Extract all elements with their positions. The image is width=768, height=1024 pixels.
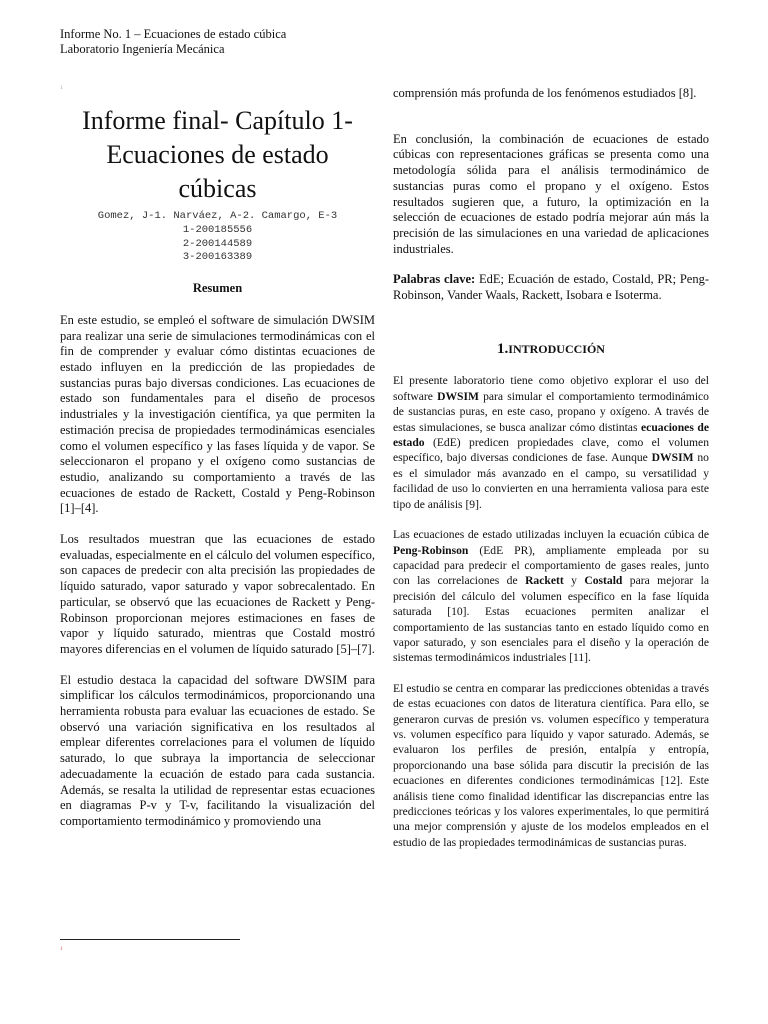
author-id-3: 3-200163389 [182, 251, 253, 264]
keywords-text: EdE; Ecuación de estado, Costald, PR; Peng-Robinson, Vander Waals, Rackett, Isobara e Isoterma. [393, 272, 709, 303]
introduction-body [393, 373, 709, 850]
abstract-paragraph-1: En este estudio, se empleó el software de simulación DWSIM para realizar una serie de simulaciones termodinámicas con el fin de comprender y evaluar cómo distintas ecuaciones de estado influyen en la predicción de las propiedades de sustancias puras bajo diversas condiciones. Las ecuaciones de estado son fundamentales para el diseño de procesos industriales y la investigación científica, ya que permiten la estimación precisa de propiedades termodinámicas esenciales como el volumen específico y las fases líquida y de vapor. Se seleccionaron el propano y el oxígeno como sustancias de estudio, analizando su comportamiento a través de las ecuaciones de estado de Rackett, Costald y Peng-Robinson [1]–[4]. [60, 312, 375, 516]
intro-paragraph-2 [393, 527, 709, 666]
left-column [60, 86, 375, 845]
section-1-heading [393, 342, 709, 358]
header-mark: 1 [60, 86, 63, 91]
intro-p2-bold-pr: Peng-Robinson [393, 543, 469, 557]
intro-p2-text-c: (EdE PR), ampliamente empleada por su capacidad para predecir el comportamiento de gases reales, junto con las correlaciones de [393, 543, 709, 588]
intro-p1-text-g: no es el simulador más avanzado en el campo, su versatilidad y facilidad de uso lo convierten en una herramienta valiosa para este tipo de análisis [9]. [393, 451, 709, 511]
section-1-title: INTRODUCCIÓN [508, 341, 605, 356]
intro-p2-bold-rackett: Rackett [525, 574, 564, 588]
paper-title [60, 104, 375, 206]
header-line-1: Informe No. 1 – Ecuaciones de estado cúbica [60, 27, 287, 41]
intro-p1-bold-dwsim: DWSIM [437, 389, 479, 403]
intro-p1-bold-dwsim-2: DWSIM [651, 451, 694, 465]
author-id-2: 2-200144589 [182, 237, 253, 250]
running-header [60, 27, 286, 57]
author-names: Gomez, J-1. Narváez, A-2. Camargo, E-3 [97, 210, 338, 222]
abstract-paragraph-3: El estudio destaca la capacidad del software DWSIM para simplificar los cálculos termodinámicos, proporcionando una herramienta robusta para evaluar las ecuaciones de estado. Se observó una variación significativa en los resultados al emplear diferentes correlaciones para el volumen de líquido saturado, lo que subraya la importancia de seleccionar adecuadamente la ecuación de estado para cada sustancia. Además, se resalta la utilidad de representar estas ecuaciones en diagramas P-v y T-v, facilitando la visualización del comportamiento termodinámico y promoviendo una [60, 672, 375, 828]
intro-p1-text-c: para simular el comportamiento termodinámico de sustancias puras, en este caso, propano y oxígeno. A través de estas simulaciones, se busca analizar cómo distintas [393, 389, 709, 434]
intro-paragraph-3: El estudio se centra en comparar las predicciones obtenidas a través de estas ecuaciones con datos de literatura científica. Para ello, se generaron curvas de presión vs. volumen específico y temperatura vs. volumen específico para líquido y vapor saturado. Además, se evaluaron los perfiles de presión, entalpía y entropía, proporcionando una base sólida para discutir la precisión de las ecuaciones en diferentes condiciones termodinámicas [12]. Este análisis tiene como finalidad identificar las discrepancias entre las predicciones teóricas y los valores experimentales, lo que permitirá una mejor comprensión y ajuste de los modelos empleados en el estudio de las propiedades termodinámicas de sustancias puras. [393, 681, 709, 849]
right-column [393, 86, 709, 865]
author-block [60, 210, 375, 265]
footnote-rule [60, 939, 240, 940]
title-line-3: cúbicas [178, 174, 257, 203]
abstract-paragraph-4: En conclusión, la combinación de ecuaciones de estado cúbicas con representaciones gráficas se presenta como una metodología sólida para el análisis termodinámico de sustancias puras como el propano y el oxígeno. Estos resultados sugieren que, a futuro, la optimización en la selección de ecuaciones de estado podría mejorar aún más la precisión de las simulaciones en una variedad de aplicaciones industriales. [393, 131, 709, 256]
keywords [393, 272, 709, 303]
intro-p1-text-a: El presente laboratorio tiene como objetivo explorar el uso del software [393, 374, 709, 403]
intro-p2-text-e: y [563, 574, 585, 588]
intro-paragraph-1 [393, 373, 709, 512]
author-id-1: 1-200185556 [182, 223, 253, 236]
intro-p2-text-g: para mejorar la precisión del cálculo del volumen específico en la fase líquida saturada [10]. Estas ecuaciones permiten analizar el comportamiento de las sustancias tanto en estado líquido como en vapor saturado, y son esenciales para el diseño y la operación de sistemas termodinámicos industriales [11]. [393, 574, 710, 665]
abstract-heading: Resumen [192, 281, 243, 296]
keywords-label: Palabras clave: [393, 272, 476, 287]
abstract-paragraph-2: Los resultados muestran que las ecuaciones de estado evaluadas, especialmente en el cálculo del volumen específico, son capaces de predecir con alta precisión las propiedades de líquido saturado, vapor saturado y vapor sobrecalentado. En particular, se observó que las ecuaciones de Rackett y Peng-Robinson proporcionan mejores estimaciones en fases de vapor y líquido saturado, mientras que Costald mostró mayores diferencias en el volumen de líquido saturado [5]–[7]. [60, 532, 375, 656]
intro-p1-text-e: (EdE) predicen propiedades clave, como el volumen específico, bajo diversas condiciones de fase. Aunque [393, 436, 709, 465]
section-1-number: 1. [497, 340, 509, 357]
title-line-2: Ecuaciones de estado [106, 140, 329, 169]
abstract-paragraph-3-continued: comprensión más profunda de los fenómenos estudiados [8]. [393, 86, 697, 100]
intro-p1-bold-ecuaciones: ecuaciones de estado [393, 420, 709, 450]
intro-p2-bold-costald: Costald [584, 574, 623, 588]
header-line-2: Laboratorio Ingeniería Mecánica [60, 42, 225, 56]
title-line-1: Informe final- Capítulo 1- [82, 106, 353, 135]
footnote-mark: 1 [60, 947, 63, 952]
intro-p2-text-a: Las ecuaciones de estado utilizadas incluyen la ecuación cúbica de [393, 528, 709, 542]
